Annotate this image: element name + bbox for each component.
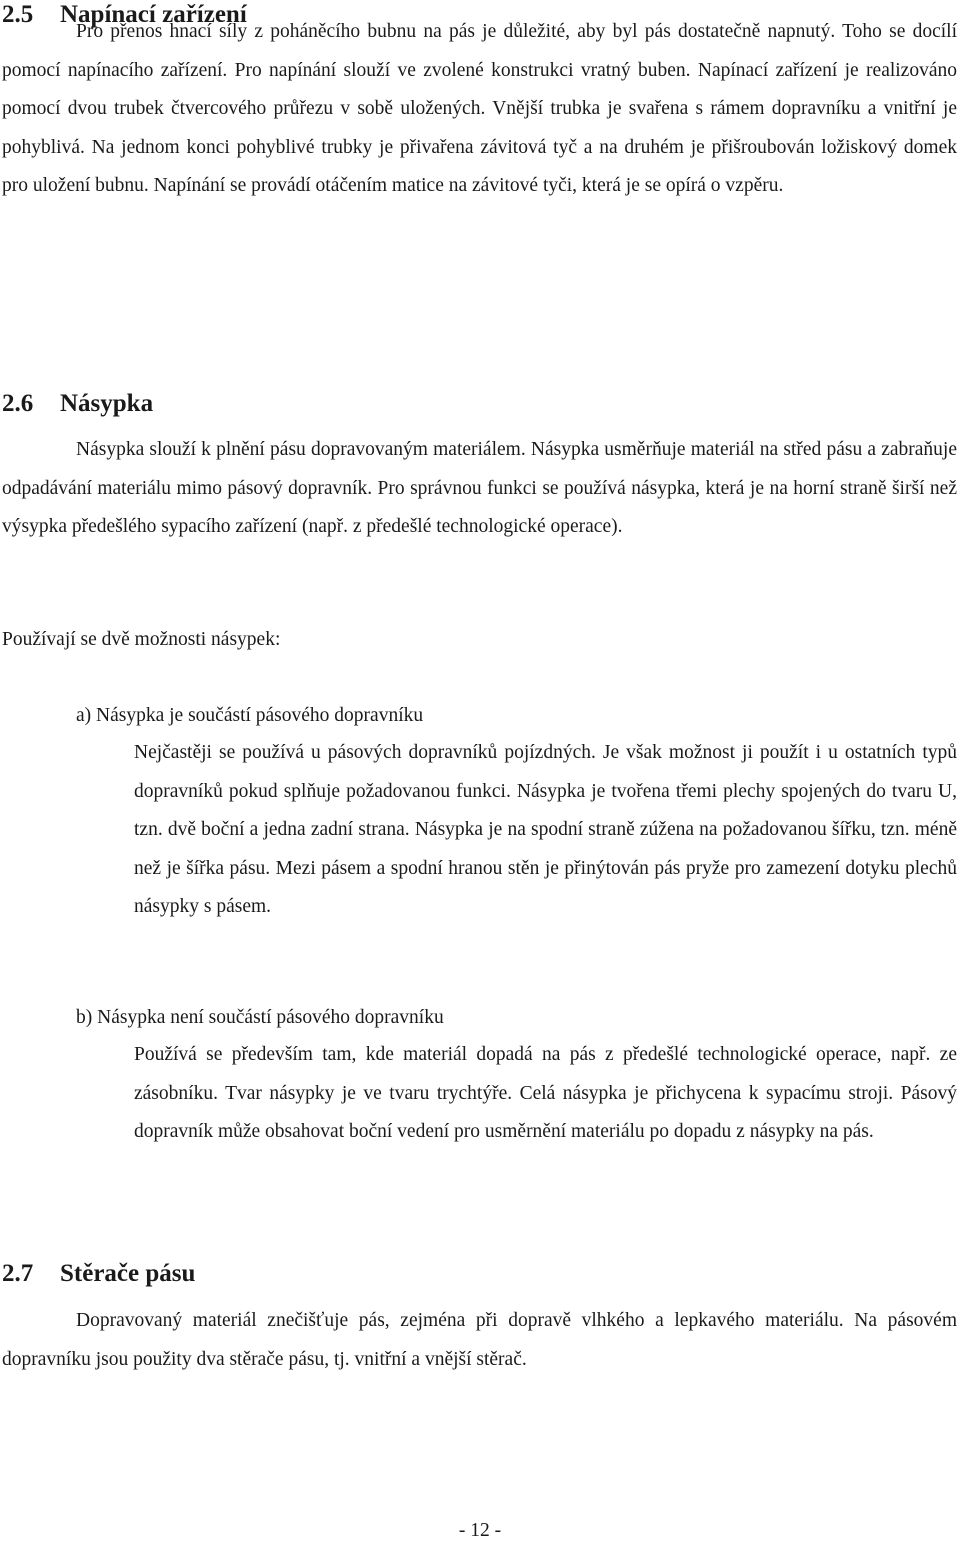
list-intro: Používají se dvě možnosti násypek: <box>2 629 281 650</box>
section-paragraph: Dopravovaný materiál znečišťuje pás, zejména při dopravě vlhkého a lepkavého materiálu. Na pásovém dopravníku jsou použity dva stěrače pásu, tj. vnitřní a vnější stěrač. <box>2 1310 957 1370</box>
section-heading-2-7 <box>2 1259 195 1289</box>
list-item-text: Používá se především tam, kde materiál dopadá na pás z předešlé technologické operace, např. ze zásobníku. Tvar násypky je ve tvaru trychtýře. Celá násypka je přichycena k sypacímu stroji. Pásový dopravník může obsahovat boční vedení pro usměrnění materiálu po dopadu z násypky na pás. <box>134 1044 957 1142</box>
section-number: 2.5 <box>2 1 34 28</box>
section-title: Napínací zařízení <box>60 1 247 28</box>
section-number: 2.7 <box>2 1260 34 1287</box>
section-number: 2.6 <box>2 390 34 417</box>
list-item-label: a) Násypka je součástí pásového dopravníku <box>76 705 424 726</box>
list-item-text: Nejčastěji se používá u pásových dopravníků pojízdných. Je však možnost ji použít i u ostatních typů dopravníků pokud splňuje požadovanou funkci. Násypka je tvořena třemi plechy spojených do tvaru U, tzn. dvě boční a jedna zadní strana. Násypka je na spodní straně zúžena na požadovanou šířku, tzn. méně než je šířka pásu. Mezi pásem a spodní hranou stěn je přinýtován pás pryže pro zamezení dotyku plechů násypky s pásem. <box>134 742 957 917</box>
section-paragraph: Pro přenos hnací síly z poháněcího bubnu na pás je důležité, aby byl pás dostatečně napnutý. Toho se docílí pomocí napínacího zařízení. Pro napínání slouží ve zvolené konstrukci vratný buben. Napínací zařízení je realizováno pomocí dvou trubek čtvercového průřezu v sobě uložených. Vnější trubka je svařena s rámem dopravníku a vnitřní je pohyblivá. Na jednom konci pohyblivé trubky je přivařena závitová tyč a na druhém je přišroubován ložiskový domek pro uložení bubnu. Napínání se provádí otáčením matice na závitové tyči, která je se opírá o vzpěru. <box>2 21 957 196</box>
section-title: Násypka <box>60 390 154 417</box>
section-paragraph: Násypka slouží k plnění pásu dopravovaným materiálem. Násypka usměrňuje materiál na střed pásu a zabraňuje odpadávání materiálu mimo pásový dopravník. Pro správnou funkci se používá násypka, která je na horní straně širší než výsypka předešlého sypacího zařízení (např. z předešlé technologické operace). <box>2 439 957 537</box>
section-title: Stěrače pásu <box>60 1260 196 1287</box>
section-heading-2-6 <box>2 389 153 419</box>
page-number: - 12 - <box>458 1520 502 1541</box>
list-item-label: b) Násypka není součástí pásového dopravníku <box>76 1007 444 1028</box>
